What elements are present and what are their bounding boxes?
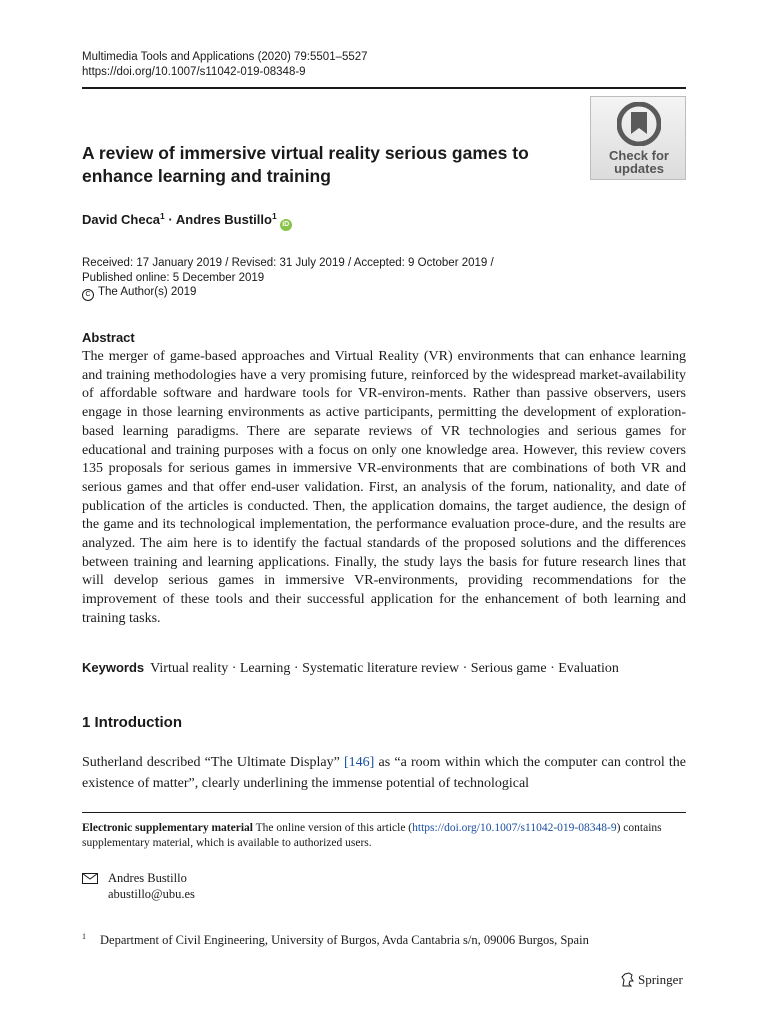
section-heading: 1 Introduction [82,714,182,731]
dates-published: Published online: 5 December 2019 [82,271,265,284]
correspondence-email[interactable]: abustillo@ubu.es [108,887,195,901]
paper-title: A review of immersive virtual reality serious games to enhance learning and training [82,143,529,186]
journal-header [82,50,368,80]
copyright-icon: C [82,289,94,301]
affiliation-text: Department of Civil Engineering, University of Burgos, Avda Cantabria s/n, 09006 Burgos, Spain [100,933,589,947]
author-name: Andres Bustillo [175,212,272,227]
envelope-icon [82,873,98,884]
springer-horse-icon [620,972,635,987]
check-for-updates-icon [617,102,661,146]
header-rule [82,87,686,89]
badge-line1: Check for [609,148,669,163]
publisher-name: Springer [638,972,683,987]
affiliation-sup: 1 [82,932,86,941]
journal-citation: Multimedia Tools and Applications (2020) 79:5501–5527 [82,51,368,63]
correspondence-name: Andres Bustillo [108,871,187,885]
dates-received: Received: 17 January 2019 / Revised: 31 July 2019 / Accepted: 9 October 2019 / [82,257,494,269]
copyright-text: The Author(s) 2019 [98,286,197,298]
supplementary-note [82,821,686,851]
author-name: David Checa [82,212,161,227]
abstract-text: The merger of game-based approaches and Virtual Reality (VR) environments that can enhance learning and training methodologies have a very promising future, reinforced by the widespread market-availability of affordable software and hardware tools for VR-environ-ments. Rather than passive observers, users engage in those learning environments as active participants, permitting the development of exploration-based learning paradigms. There are separate reviews of VR technologies and serious games for educational and training purposes with a focus on only one knowledge area. However, this review covers 135 proposals for serious games in immersive VR-environments that are combinations of both VR and serious games and that offer end-user validation. First, an analysis of the forum, nationality, and date of publication of the articles is conducted. Then, the application domains, the target audience, the design of the game and its technological implementation, the performance evaluation proce-dure, and the results are analyzed. The aim here is to identify the factual standards of the proposed solutions and the differences between training and learning applications. Finally, the study lays the basis for future research lines that will develop serious games in immersive VR-environments, providing recommendations for the improvement of these tools and their successful application for the enhancement of both learning and training tasks. [82,349,686,626]
footnote-rule [82,812,686,813]
supplementary-link[interactable]: https://doi.org/10.1007/s11042-019-08348-9 [412,822,617,834]
intro-text [82,752,686,794]
author-affil-sup: 1 [160,211,165,221]
intro-text-before: Sutherland described “The Ultimate Display” [82,755,344,770]
keywords-label: Keywords [82,660,145,675]
supplementary-text-after: ) contains supplementary material, which is available to authorized users. [82,822,662,849]
publication-dates [82,256,494,301]
intro-text-after: as “a room within which the computer can control the existence of matter”, clearly underlining the immense potential of technological [82,755,687,791]
supplementary-label: Electronic supplementary material [82,822,253,834]
abstract-heading: Abstract [82,330,135,345]
badge-line2: updates [614,161,664,176]
citation-link[interactable]: [146] [343,755,375,770]
copyright-line [82,285,494,301]
author-separator: · [168,212,173,227]
keywords [82,660,702,677]
check-for-updates-badge[interactable] [590,96,686,180]
affiliation [82,932,702,948]
author-list [82,211,292,231]
journal-doi[interactable]: https://doi.org/10.1007/s11042-019-08348-9 [82,66,306,78]
keywords-list: Virtual reality · Learning · Systematic literature review · Serious game · Evaluation [150,661,619,676]
orcid-icon[interactable]: iD [280,219,292,231]
author-affil-sup: 1 [271,211,277,221]
publisher-logo [620,972,683,988]
supplementary-text-before: The online version of this article ( [252,822,413,834]
